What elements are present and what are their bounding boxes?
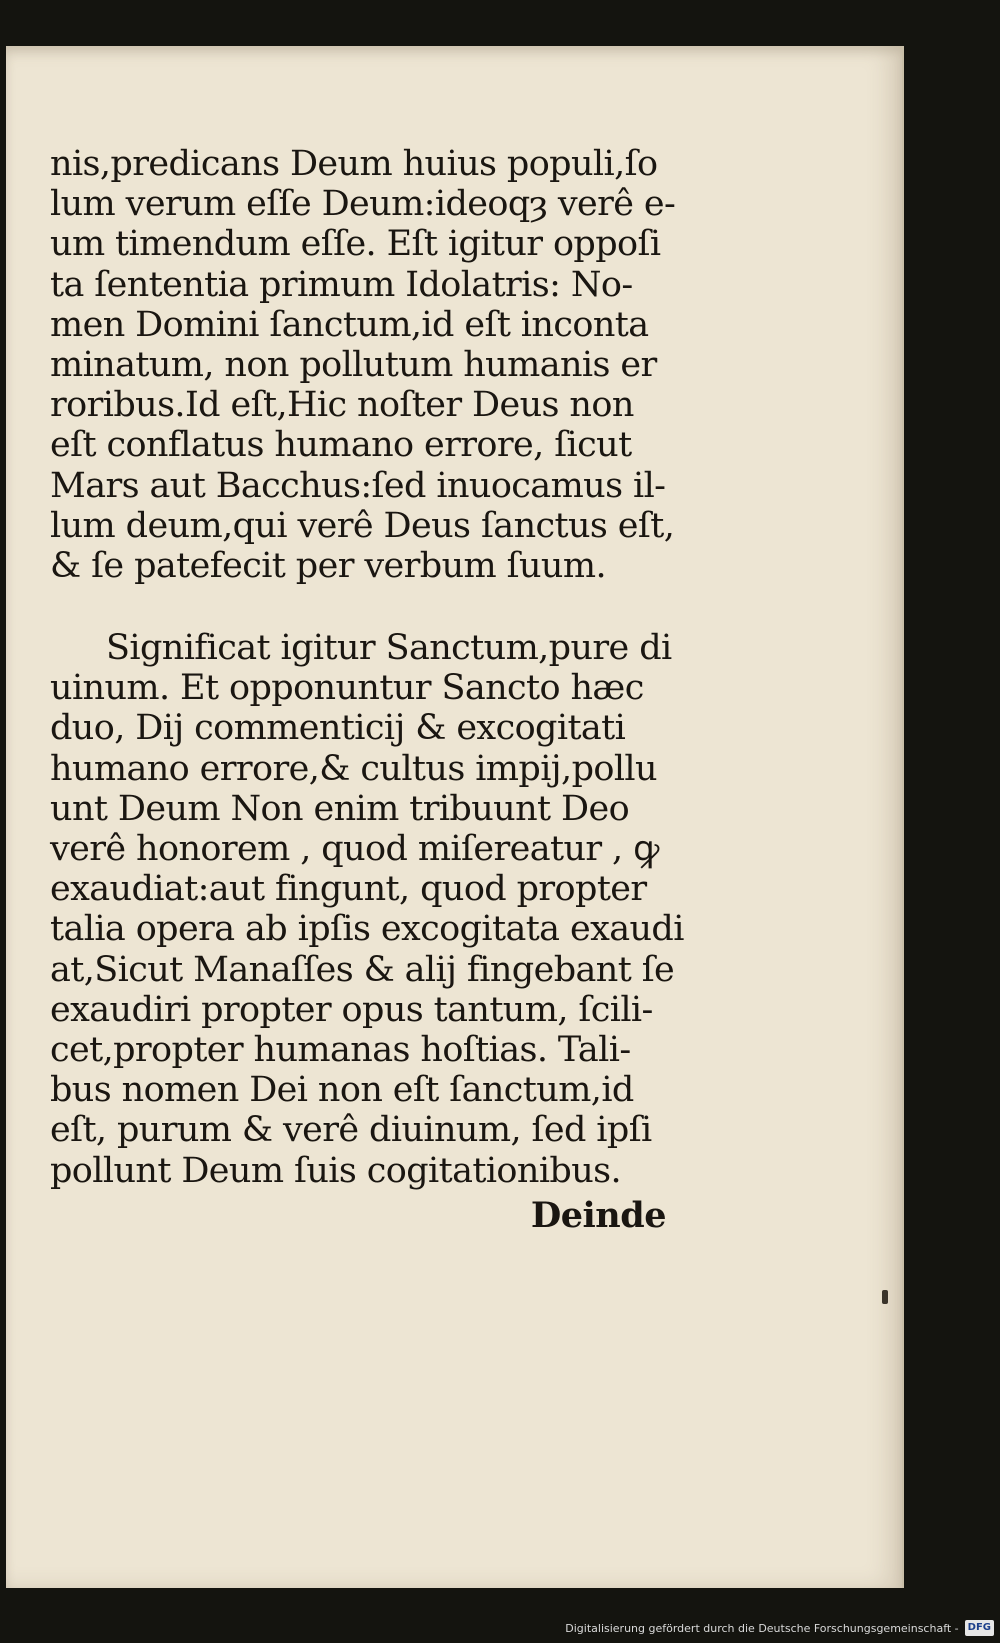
text-line: Mars aut Bacchus:ſed inuocamus il- (50, 465, 666, 506)
text-line: & ſe patefecit per verbum ſuum. (50, 545, 606, 586)
text-line: eſt, purum & verê diuinum, ſed ipſi (50, 1110, 652, 1151)
text-line: ta ſententia primum Idolatris: No- (50, 264, 633, 305)
catchword: Deinde (530, 1194, 666, 1236)
text-line: cet,propter humanas hoſtias. Tali- (50, 1029, 631, 1070)
text-line: lum deum,qui verê Deus ſanctus eſt, (50, 505, 675, 546)
text-line: lum verum eſſe Deum:ideoqȝ verê e- (50, 184, 676, 225)
text-line: nis,predicans Deum huius populi,ſo (50, 144, 658, 184)
paragraph-1 (50, 144, 690, 586)
text-line: roribus.Id eſt,Hic noſter Deus non (50, 385, 634, 426)
text-line: uinum. Et opponuntur Sancto hæc (50, 668, 644, 709)
text-line: at,Sicut Manaſſes & alij fingebant ſe (50, 949, 675, 990)
text-line: exaudiat:aut fingunt, quod propter (50, 869, 647, 910)
digitization-credit (565, 1617, 994, 1639)
text-line: bus nomen Dei non eſt ſanctum,id (50, 1070, 634, 1111)
text-line: duo, Dij commenticij & excogitati (50, 708, 626, 749)
text-line: exaudiri propter opus tantum, ſcili- (50, 989, 653, 1030)
paragraph-gap (50, 586, 690, 628)
credit-text: Digitalisierung gefördert durch die Deutsche Forschungsgemeinschaft - (565, 1621, 959, 1635)
text-line: men Domini ſanctum,id eſt inconta (50, 304, 649, 345)
text-line: unt Deum Non enim tribuunt Deo (50, 788, 630, 829)
paragraph-2 (50, 628, 690, 1191)
text-line: Significat igitur Sanctum,pure di (106, 628, 672, 669)
dfg-logo: DFG (965, 1620, 994, 1636)
book-page (6, 46, 904, 1588)
text-line: humano errore,& cultus impij,pollu (50, 748, 657, 789)
text-line: pollunt Deum ſuis cogitationibus. (50, 1150, 622, 1191)
text-line: verê honorem , quod miſereatur , ꝙ (50, 829, 659, 869)
text-line: minatum, non pollutum humanis er (50, 344, 657, 385)
page-edge-mark (882, 1290, 888, 1304)
text-line: talia opera ab ipſis excogitata exaudi (50, 909, 684, 950)
text-block (50, 144, 690, 1237)
text-line: eſt conflatus humano errore, ſicut (50, 425, 632, 466)
text-line: um timendum eſſe. Eſt igitur oppoſi (50, 224, 661, 265)
